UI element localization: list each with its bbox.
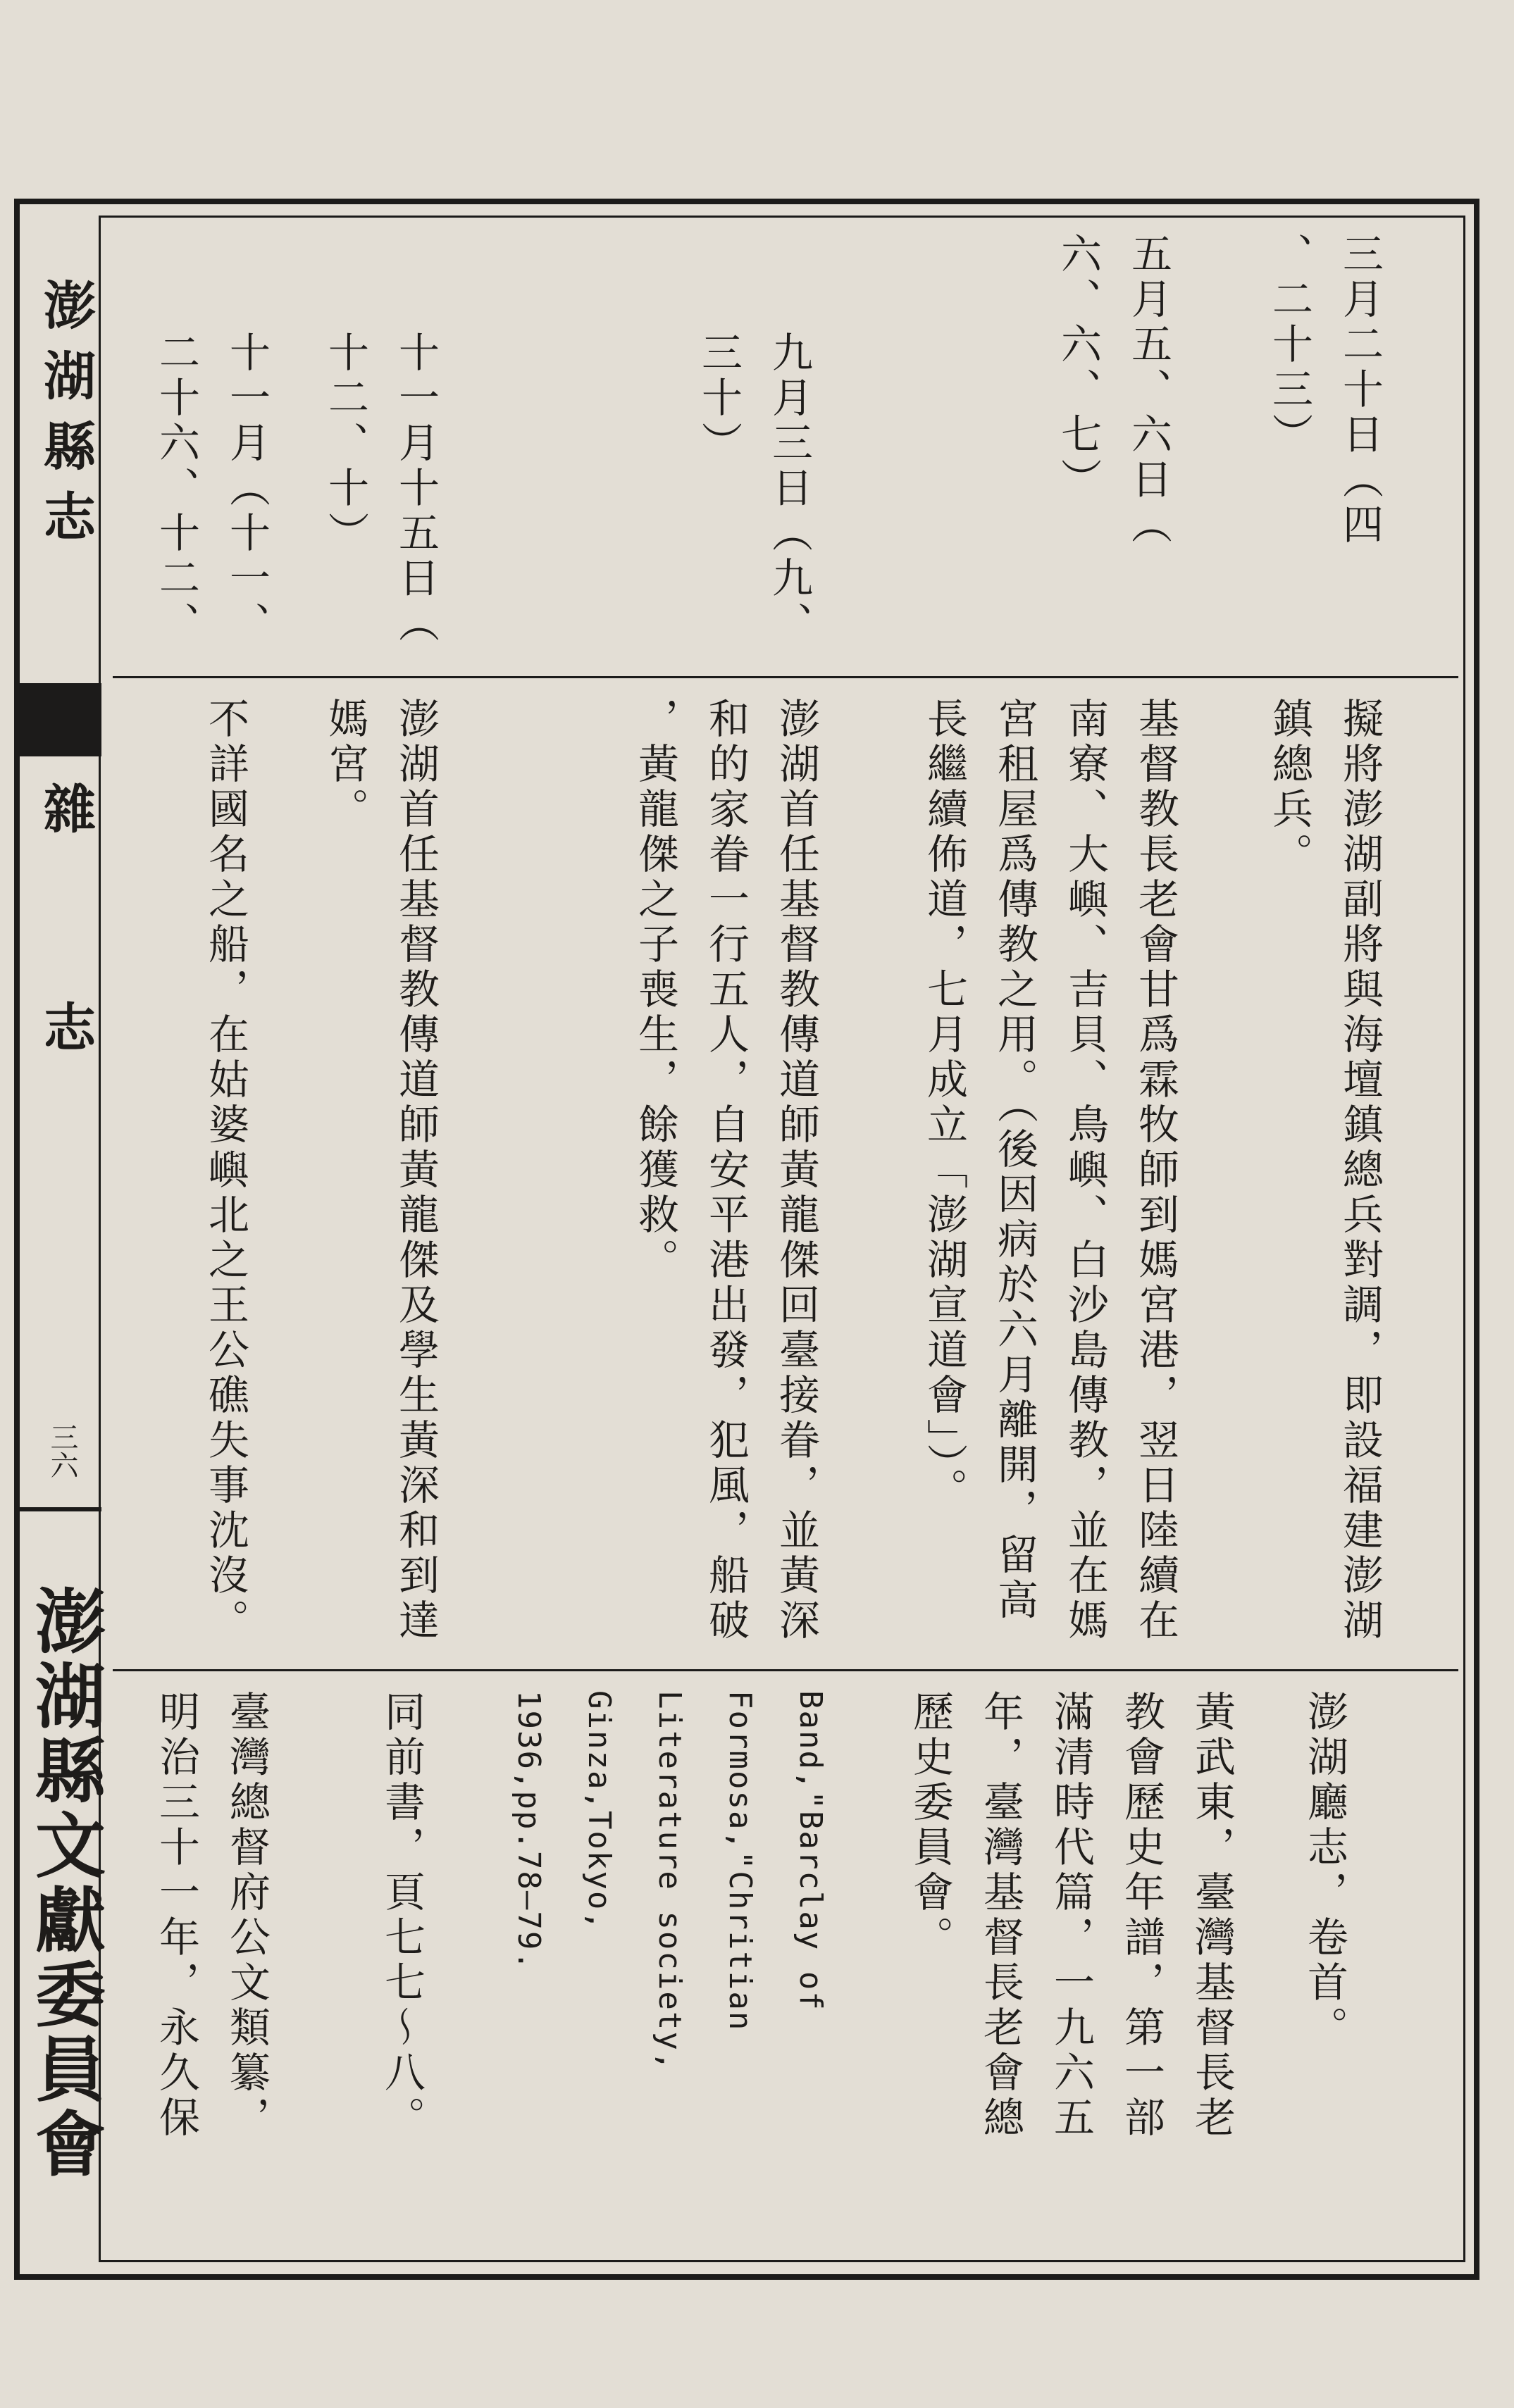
row5-date: 十一月（十一、 二十六、十二、	[152, 331, 271, 647]
row1-date: 三月二十日（四 、二十三）	[1265, 232, 1384, 548]
row2-source: 黃武東，臺灣基督長老 教會歷史年譜，第一部 滿清時代篇，一九六五 年，臺灣基督長老會總 歷史委員會。	[906, 1690, 1236, 2141]
row5-event: 不詳國名之船，在姑婆嶼北之王公礁失事沈沒。	[201, 697, 249, 1644]
row1-event: 擬將澎湖副將與海壇鎮總兵對調，即設福建澎湖 鎮總兵。	[1265, 697, 1384, 1644]
row4-event: 澎湖首任基督教傳道師黃龍傑及學生黃深和到達 媽宮。	[321, 697, 440, 1644]
gutter-divider	[14, 1507, 101, 1511]
gutter-black-band	[14, 683, 101, 756]
row3-event: 澎湖首任基督教傳道師黃龍傑回臺接眷，並黃深 和的家眷一行五人，自安平港出發，犯風，船破 ，黃龍傑之子喪生，餘獲救。	[631, 697, 820, 1644]
section-title-part-1: 雜	[35, 782, 96, 834]
row5-source: 臺灣總督府公文類纂， 明治三十一年，永久保	[152, 1690, 271, 2141]
row1-source: 澎湖廳志，卷首。	[1301, 1690, 1348, 2051]
page-number: 三六	[46, 1423, 78, 1479]
event-source-divider	[113, 1669, 1458, 1671]
row2-event: 基督教長老會甘爲霖牧師到媽宮港，翌日陸續在 南寮、大嶼、吉貝、鳥嶼、白沙島傳教，並在媽 宮租屋爲傳教之用。（後因病於六月離開，留高 長繼續佈道，七月成立「澎湖宣道會」）。	[920, 697, 1179, 1644]
date-event-divider	[113, 676, 1458, 678]
row4-date: 十一月十五日（ 十二、十）	[321, 331, 440, 647]
book-title: 澎湖縣志	[35, 278, 96, 560]
row3-date: 九月三日（九、 三十）	[695, 331, 813, 647]
row4-source: 同前書，頁七七～八。	[378, 1690, 426, 2141]
row3-source: Band,"Barclay of Formosa,"Chritian Literature society, Ginza,Tokyo, 1936,pp.78—79.	[511, 1690, 829, 2072]
section-title-part-2: 志	[35, 1000, 96, 1052]
publisher-name: 澎湖縣文獻委員會	[23, 1585, 106, 2182]
row2-date: 五月五、六日（ 六、六、七）	[1054, 232, 1172, 548]
